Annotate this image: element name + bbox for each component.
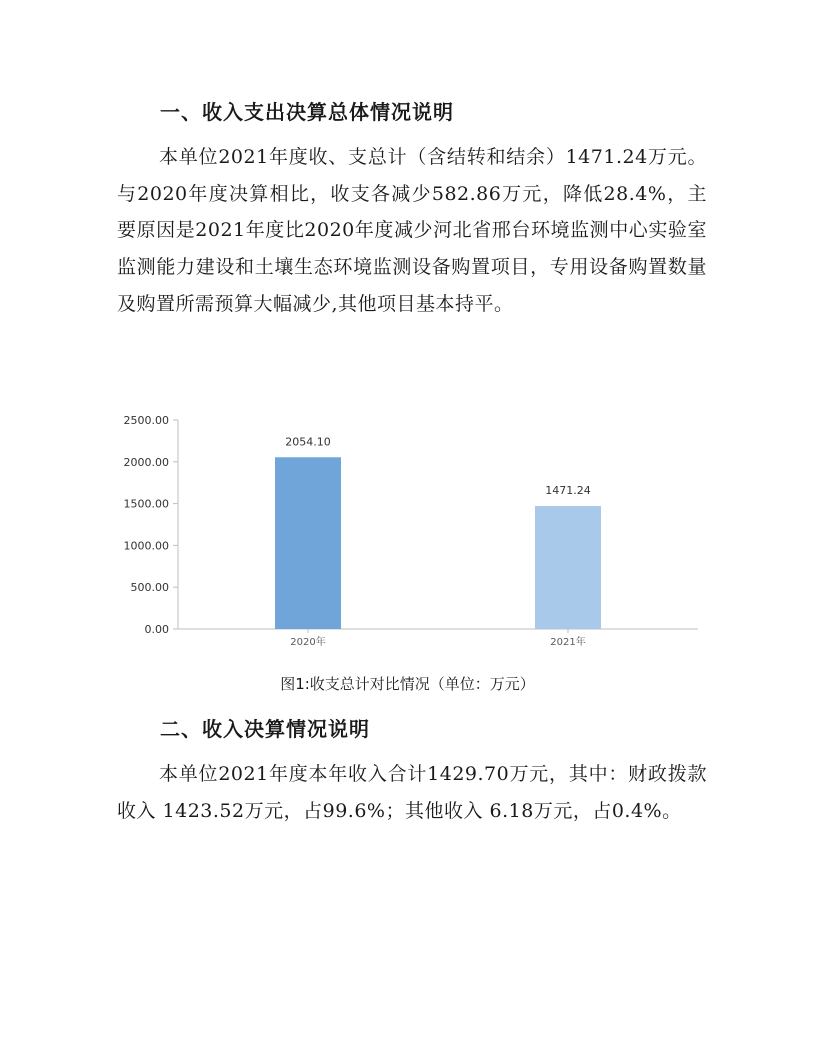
bar-2021年 — [535, 506, 601, 629]
figure-caption: 图1:收支总计对比情况（单位：万元） — [280, 675, 535, 693]
section-2-paragraph: 本单位2021年度本年收入合计1429.70万元，其中：财政拨款收入 1423.52万元，占99.6%；其他收入 6.18万元，占0.4%。 — [117, 763, 707, 822]
y-tick-label: 0.00 — [144, 623, 169, 636]
y-tick-label: 2500.00 — [123, 414, 169, 427]
y-tick-label: 1000.00 — [123, 539, 169, 553]
income-expense-bar-chart — [100, 400, 720, 660]
bar-value-label: 2054.10 — [285, 435, 331, 449]
section-2-heading: 二、收入决算情况说明 — [160, 717, 370, 741]
section-1-heading: 一、收入支出决算总体情况说明 — [160, 100, 454, 124]
x-tick-label: 2021年 — [550, 637, 586, 648]
section-1-paragraph: 本单位2021年度收、支总计（含结转和结余）1471.24万元。与2020年度决算相比，收支各减少582.86万元，降低28.4%，主要原因是2021年度比2020年度减少河北省邢台环境监测中心实验室监测能力建设和土壤生态环境监测设备购置项目，专用设备购置数量及购置所需预算大幅减少,其他项目基本持平。 — [117, 146, 707, 315]
x-tick-label: 2020年 — [290, 637, 326, 648]
y-tick-label: 1500.00 — [123, 497, 169, 511]
bar-2020年 — [275, 457, 341, 629]
y-tick-label: 500.00 — [130, 581, 169, 595]
bar-value-label: 1471.24 — [545, 484, 591, 498]
y-tick-label: 2000.00 — [123, 455, 169, 469]
